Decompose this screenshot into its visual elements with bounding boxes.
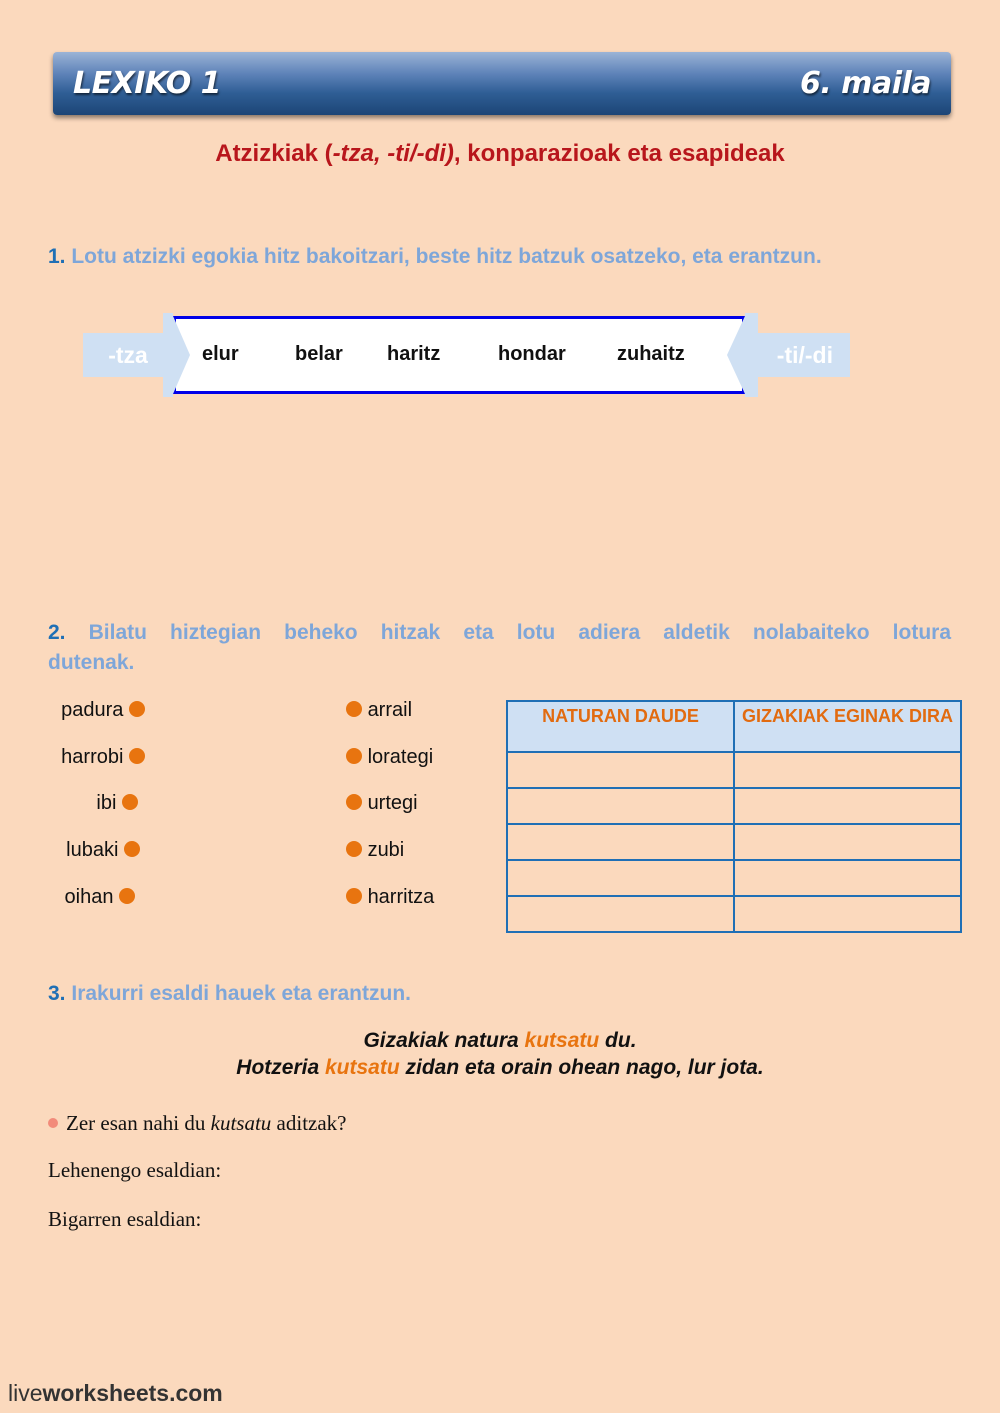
- prompt-verb: kutsatu: [210, 1111, 272, 1135]
- word-label: harritza: [367, 886, 435, 908]
- example-sentence-1: [0, 1029, 1000, 1053]
- word-elur[interactable]: elur: [202, 343, 239, 365]
- question-text: Bilatu hiztegian beheko hitzak eta lotu adiera aldetik nolabaiteko lotura: [88, 621, 951, 644]
- answer-line-1[interactable]: Lehenengo esaldian:: [48, 1158, 222, 1182]
- question-3: [48, 982, 411, 1006]
- word-label: ibi: [96, 792, 117, 814]
- table-row: [507, 752, 961, 788]
- worksheet-title: LEXIKO 1: [73, 66, 222, 101]
- match-dot[interactable]: [346, 701, 362, 717]
- match-left-ibi: [96, 792, 138, 815]
- drop-cell[interactable]: [734, 824, 961, 860]
- word-zuhaitz[interactable]: zuhaitz: [617, 343, 685, 365]
- page-subtitle: [0, 140, 1000, 168]
- grade-label: 6. maila: [799, 66, 931, 101]
- match-right-arrail: [346, 699, 412, 722]
- table-row: [507, 788, 961, 824]
- match-dot[interactable]: [129, 701, 145, 717]
- question-text: Irakurri esaldi hauek eta erantzun.: [71, 982, 411, 1005]
- table-header-gizakiak: GIZAKIAK EGINAK DIRA: [734, 701, 961, 752]
- footer-brand[interactable]: [8, 1380, 223, 1407]
- sentence-text: Gizakiak natura: [363, 1029, 525, 1052]
- drop-cell[interactable]: [507, 860, 734, 896]
- match-left-oihan: [65, 886, 136, 909]
- table-row: [507, 896, 961, 932]
- example-sentence-2: [0, 1056, 1000, 1080]
- drop-cell[interactable]: [507, 896, 734, 932]
- answer-line-2[interactable]: Bigarren esaldian:: [48, 1207, 202, 1231]
- word-hondar[interactable]: hondar: [498, 343, 566, 365]
- match-right-urtegi: [346, 792, 418, 815]
- prompt-text: Zer esan nahi du: [66, 1111, 211, 1135]
- brand-bold: worksheets.com: [42, 1380, 223, 1406]
- question-number: 1.: [48, 245, 66, 268]
- header-banner: [53, 52, 951, 115]
- suffix-ti-di-tab[interactable]: [745, 333, 850, 377]
- word-label: lorategi: [367, 746, 434, 768]
- highlight-word: kutsatu: [324, 1056, 400, 1079]
- match-dot[interactable]: [119, 888, 135, 904]
- subtitle-part3: , konparazioak eta esapideak: [453, 140, 785, 167]
- match-dot[interactable]: [346, 841, 362, 857]
- subtitle-suffixes: -tza, -ti/-di): [332, 140, 454, 167]
- match-right-zubi: [346, 839, 404, 862]
- question-text: Lotu atzizki egokia hitz bakoitzari, beste hitz batzuk osatzeko, eta erantzun.: [71, 245, 822, 268]
- match-right-lorategi: [346, 746, 433, 769]
- drop-cell[interactable]: [507, 752, 734, 788]
- match-dot[interactable]: [346, 748, 362, 764]
- question-text-cont: dutenak.: [48, 651, 135, 674]
- match-dot[interactable]: [129, 748, 145, 764]
- classification-table: [506, 700, 962, 933]
- prompt-question: [48, 1111, 347, 1136]
- drop-cell[interactable]: [734, 752, 961, 788]
- drop-cell[interactable]: [734, 896, 961, 932]
- match-dot[interactable]: [122, 794, 138, 810]
- question-number: 2.: [48, 621, 66, 644]
- word-label: zubi: [367, 839, 405, 861]
- word-haritz[interactable]: haritz: [387, 343, 441, 365]
- sentence-text: du.: [599, 1029, 637, 1052]
- match-dot[interactable]: [124, 841, 140, 857]
- word-label: arrail: [367, 699, 413, 721]
- table-row: [507, 824, 961, 860]
- table-header-row: [507, 701, 961, 752]
- match-right-harritza: [346, 886, 434, 909]
- brand-light: live: [8, 1380, 43, 1406]
- highlight-word: kutsatu: [524, 1029, 600, 1052]
- drop-cell[interactable]: [507, 824, 734, 860]
- word-label: urtegi: [367, 792, 418, 814]
- arrow-right-icon: [173, 316, 190, 394]
- drop-cell[interactable]: [507, 788, 734, 824]
- word-label: padura: [61, 699, 124, 721]
- question-2-line2: [48, 651, 134, 675]
- sentence-text: zidan eta orain ohean nago, lur jota.: [399, 1056, 764, 1079]
- question-number: 3.: [48, 982, 66, 1005]
- suffix-tza-label: -tza: [108, 342, 148, 368]
- suffix-tza-tab[interactable]: [83, 333, 173, 377]
- table-header-naturan: NATURAN DAUDE: [507, 701, 734, 752]
- suffix-ti-di-label: -ti/-di: [776, 342, 833, 368]
- table-row: [507, 860, 961, 896]
- question-1: [48, 245, 822, 269]
- drop-cell[interactable]: [734, 860, 961, 896]
- word-label: harrobi: [61, 746, 124, 768]
- word-label: lubaki: [66, 839, 119, 861]
- match-left-harrobi: [61, 746, 145, 769]
- match-left-padura: [61, 699, 145, 722]
- word-label: oihan: [64, 886, 114, 908]
- question-2: [48, 621, 951, 645]
- sentence-text: Hotzeria: [236, 1056, 325, 1079]
- match-dot[interactable]: [346, 888, 362, 904]
- bullet-icon: [48, 1118, 58, 1128]
- drop-cell[interactable]: [734, 788, 961, 824]
- suffix-left-bar: [163, 313, 173, 397]
- subtitle-part1: Atzizkiak (: [215, 140, 333, 167]
- match-dot[interactable]: [346, 794, 362, 810]
- match-left-lubaki: [66, 839, 140, 862]
- prompt-text: aditzak?: [271, 1111, 347, 1135]
- arrow-left-icon: [727, 316, 745, 394]
- word-belar[interactable]: belar: [295, 343, 343, 365]
